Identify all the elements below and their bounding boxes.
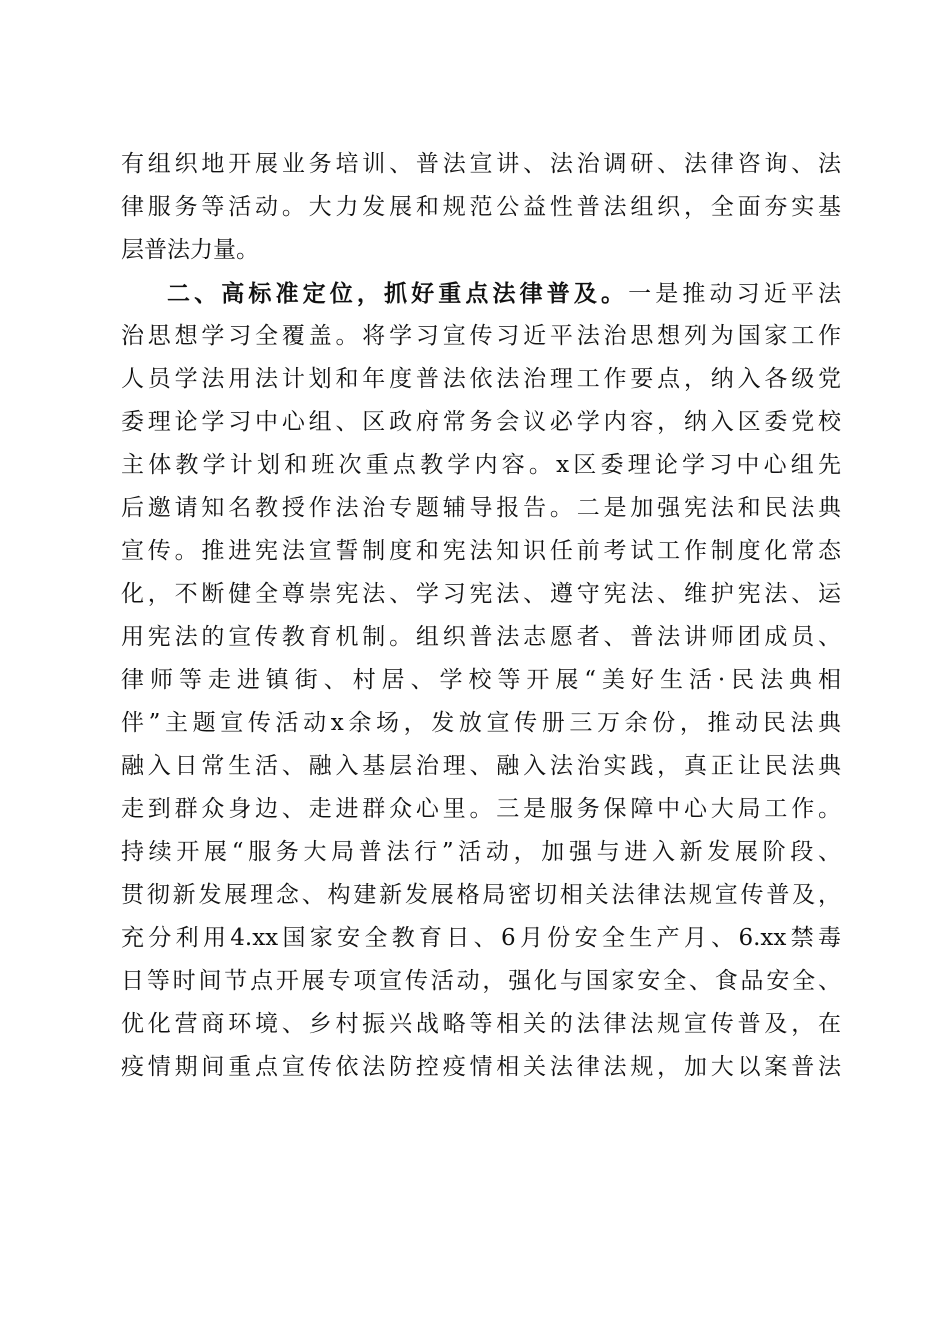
text-line: 持续开展“服务大局普法行”活动，加强与进入新发展阶段、 [121, 839, 841, 865]
text-line: 用宪法的宣传教育机制。组织普法志愿者、普法讲师团成员、 [121, 624, 841, 650]
text-line: 伴”主题宣传活动x余场，发放宣传册三万余份，推动民法典 [121, 710, 841, 736]
section-heading: 二、高标准定位，抓好重点法律普及。 [167, 280, 629, 307]
text-line: 疫情期间重点宣传依法防控疫情相关法律法规，加大以案普法 [121, 1054, 841, 1080]
paragraph-1 [121, 143, 841, 272]
text-line: 充分利用4.xx国家安全教育日、6月份安全生产月、6.xx禁毒 [121, 925, 841, 951]
text-line: 宣传。推进宪法宣誓制度和宪法知识任前考试工作制度化常态 [121, 538, 841, 564]
text-line: 化，不断健全尊崇宪法、学习宪法、遵守宪法、维护宪法、运 [121, 581, 841, 607]
text-line: 贯彻新发展理念、构建新发展格局密切相关法律法规宣传普及， [121, 882, 841, 908]
document-body [121, 143, 841, 1089]
text-run: 一是推动习近平法 [628, 281, 841, 307]
text-line: 主体教学计划和班次重点教学内容。x区委理论学习中心组先 [121, 452, 841, 478]
text-line: 治思想学习全覆盖。将学习宣传习近平法治思想列为国家工作 [121, 323, 841, 349]
text-line-first [121, 272, 841, 315]
text-line: 日等时间节点开展专项宣传活动，强化与国家安全、食品安全、 [121, 968, 841, 994]
text-line: 人员学法用法计划和年度普法依法治理工作要点，纳入各级党 [121, 366, 841, 392]
text-line: 律师等走进镇街、村居、学校等开展“美好生活·民法典相 [121, 667, 841, 693]
text-line: 优化营商环境、乡村振兴战略等相关的法律法规宣传普及，在 [121, 1011, 841, 1037]
text-line: 走到群众身边、走进群众心里。三是服务保障中心大局工作。 [121, 796, 841, 822]
text-line: 有组织地开展业务培训、普法宣讲、法治调研、法律咨询、法 [121, 151, 841, 177]
text-line: 委理论学习中心组、区政府常务会议必学内容，纳入区委党校 [121, 409, 841, 435]
text-line: 融入日常生活、融入基层治理、融入法治实践，真正让民法典 [121, 753, 841, 779]
text-line: 律服务等活动。大力发展和规范公益性普法组织，全面夯实基 [121, 194, 841, 220]
text-line: 层普法力量。 [121, 237, 259, 263]
text-line: 后邀请知名教授作法治专题辅导报告。二是加强宪法和民法典 [121, 495, 841, 521]
paragraph-2 [121, 272, 841, 1089]
